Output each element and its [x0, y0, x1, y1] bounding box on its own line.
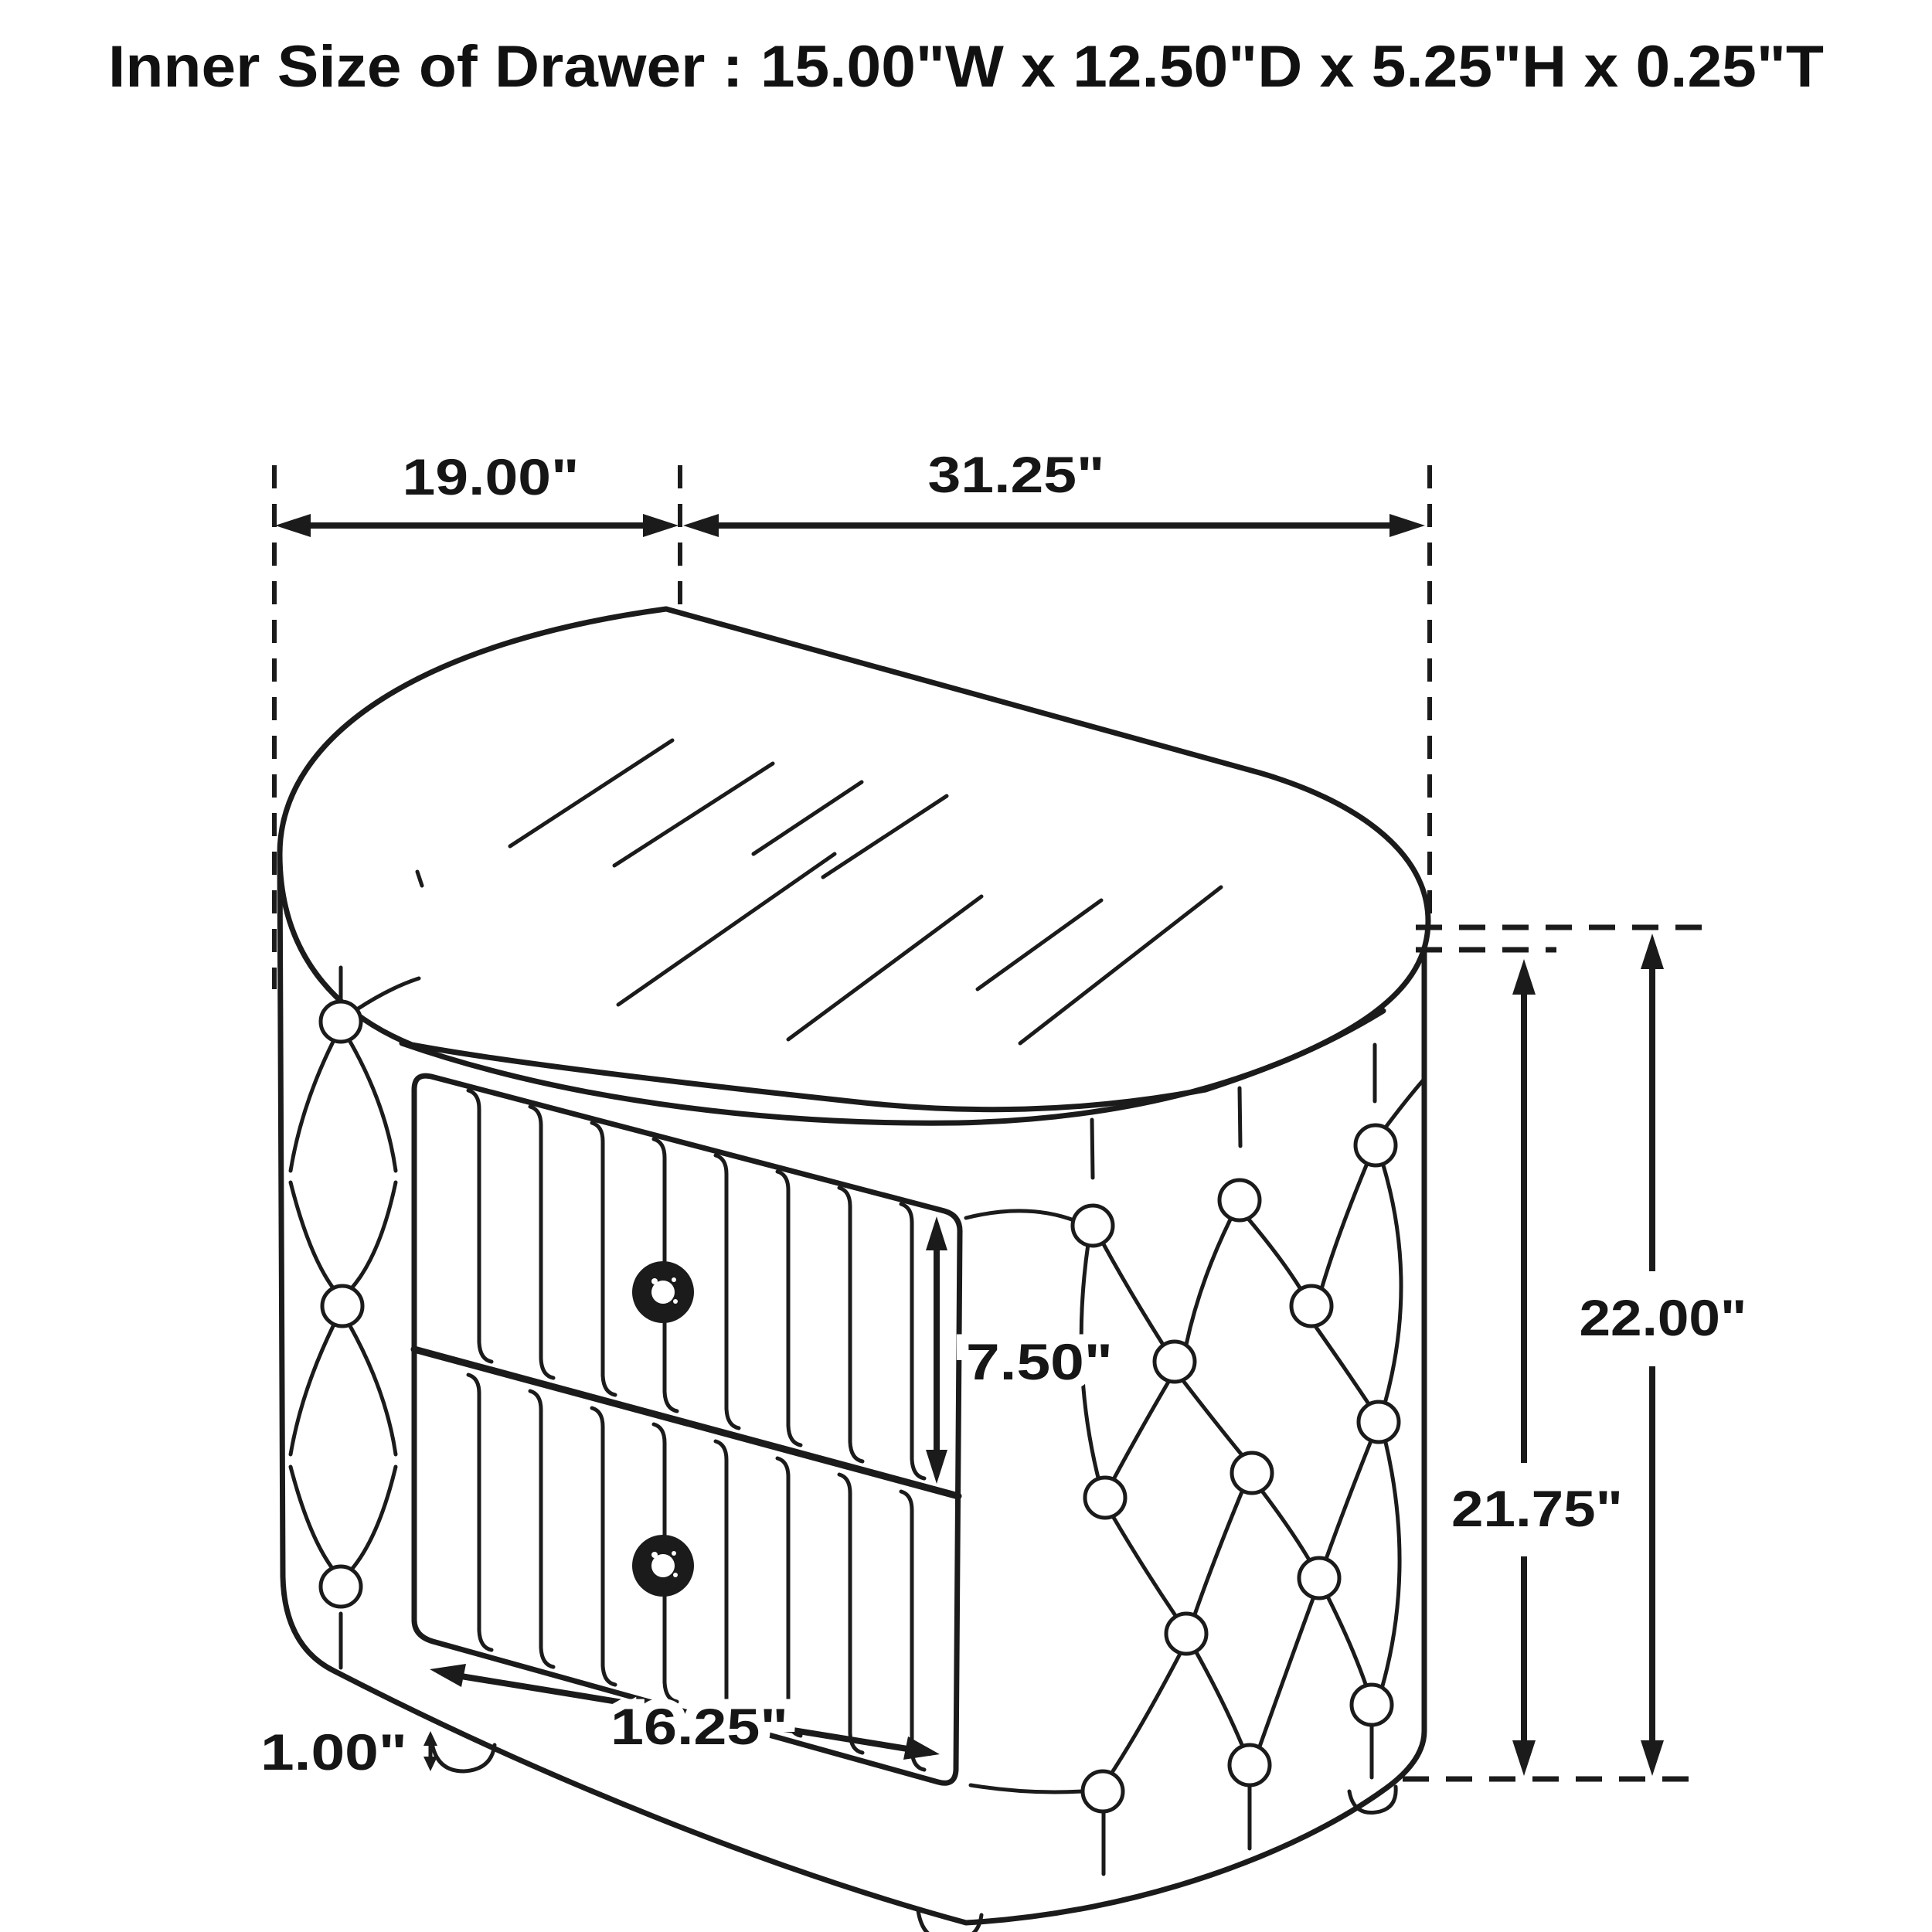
leg-height-dimension: [260, 1723, 437, 1781]
arrowhead-right-icon: [643, 514, 679, 537]
tuft-button: [1352, 1685, 1392, 1725]
dim-label-drawer-height: 7.50": [966, 1333, 1113, 1390]
arrowhead-left-icon: [683, 514, 719, 537]
diagram-title: Inner Size of Drawer : 15.00"W x 12.50"D x 5.25"H x 0.25"T: [108, 34, 1824, 100]
dim-label-top-right-width: 31.25": [927, 446, 1105, 503]
dim-label-body-height: 21.75": [1451, 1480, 1623, 1537]
upper-drawer-knob: [632, 1261, 694, 1323]
arrowhead-down-icon: [423, 1757, 437, 1771]
tuft-button: [1232, 1453, 1272, 1493]
arrowhead-up-icon: [423, 1731, 437, 1746]
dim-label-drawer-width: 16.25": [611, 1698, 788, 1755]
tabletop: [280, 609, 1428, 1123]
dim-label-leg-height: 1.00": [260, 1723, 407, 1781]
tuft-button: [1355, 1125, 1396, 1165]
tabletop-outline: [280, 609, 1428, 1110]
tuft-button: [1073, 1206, 1113, 1246]
height-dimensions: [1403, 927, 1747, 1779]
tuft-button: [1085, 1478, 1125, 1518]
arrowhead-up-icon: [1641, 934, 1664, 969]
lower-drawer-knob: [632, 1535, 694, 1597]
dim-label-top-left-width: 19.00": [402, 448, 580, 505]
tuft-button: [1230, 1745, 1270, 1785]
arrowhead-left-icon: [275, 514, 311, 537]
arrowhead-down-icon: [1512, 1740, 1536, 1776]
tuft-button: [1219, 1180, 1260, 1220]
tuft-button: [322, 1286, 362, 1326]
tuft-button: [321, 1002, 361, 1042]
tuft-button: [1083, 1771, 1123, 1811]
tuft-button: [1155, 1342, 1195, 1382]
arrowhead-up-icon: [1512, 959, 1536, 995]
tuft-button: [321, 1566, 361, 1607]
arrowhead-right-icon: [1389, 514, 1425, 537]
tuft-button: [1299, 1558, 1339, 1598]
tuft-button: [1291, 1286, 1332, 1326]
arrowhead-down-icon: [1641, 1740, 1664, 1776]
tuft-button: [1166, 1614, 1206, 1654]
dim-label-total-height: 22.00": [1579, 1289, 1747, 1346]
tuft-button: [1359, 1402, 1399, 1442]
